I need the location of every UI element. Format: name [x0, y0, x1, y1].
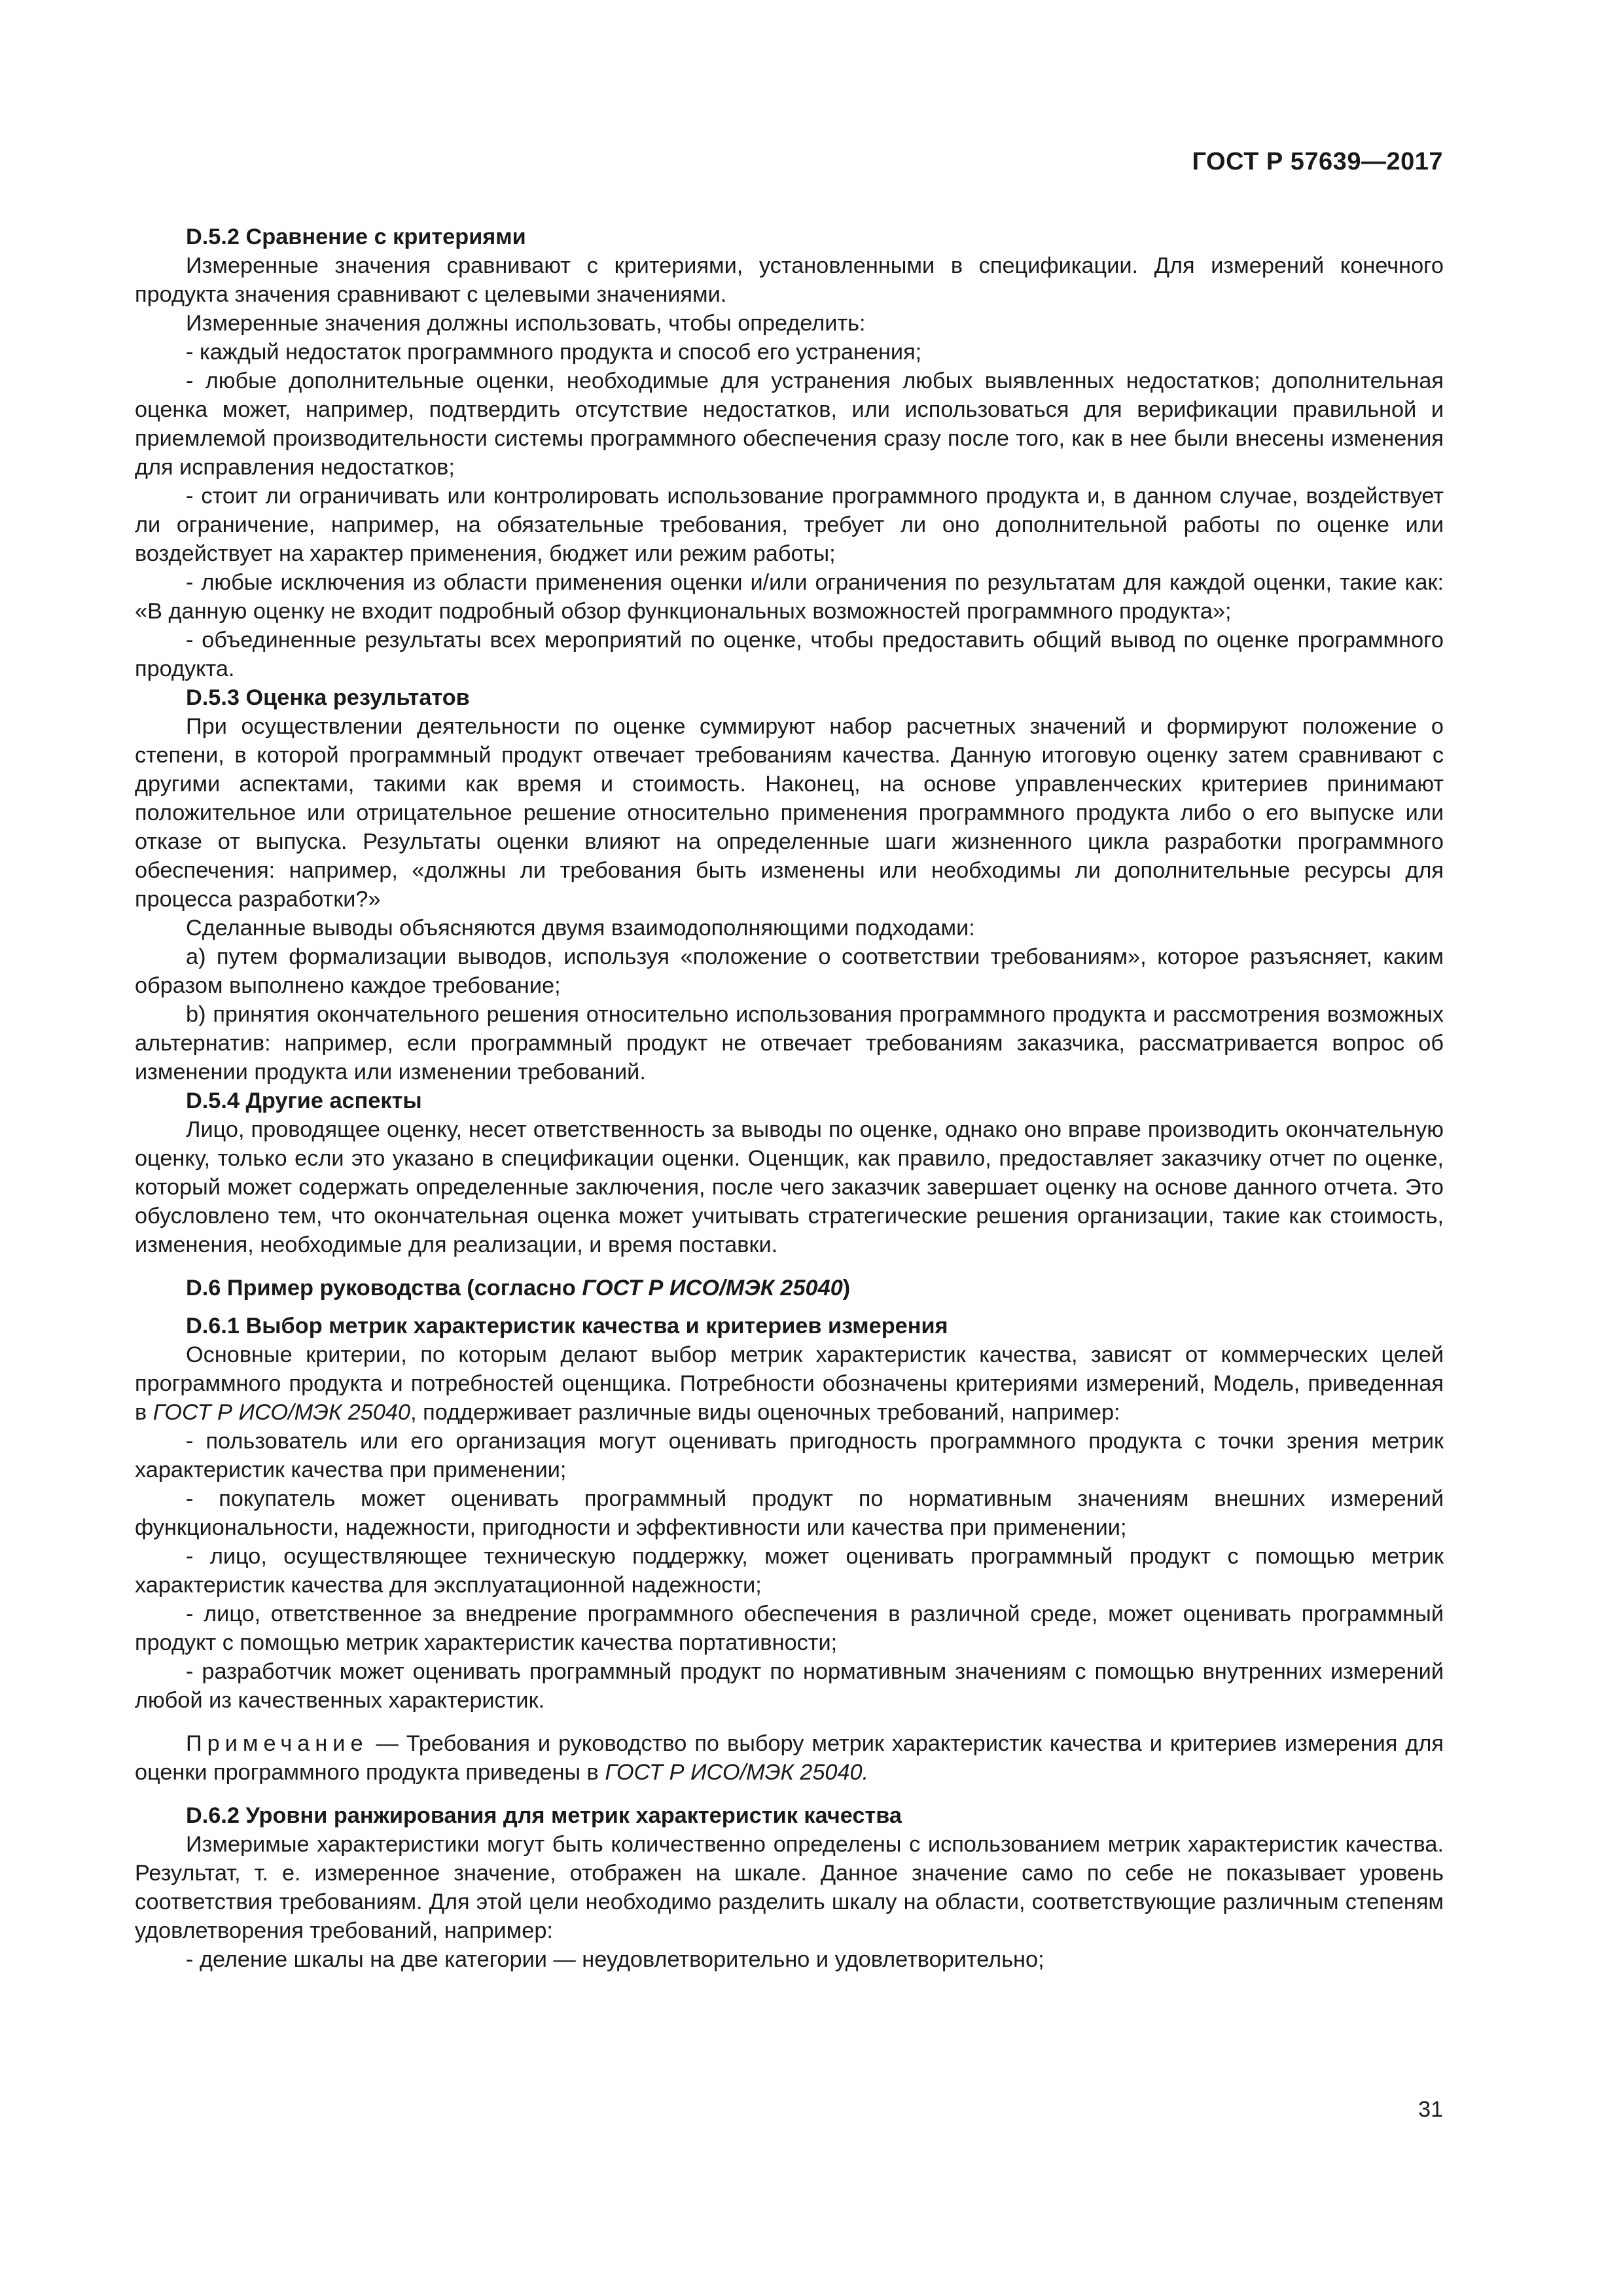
- document-code: ГОСТ Р 57639—2017: [1192, 148, 1443, 175]
- list-item: - объединенные результаты всех мероприятий по оценке, чтобы предоставить общий вывод по оценке программного продукта.: [135, 628, 1444, 681]
- paragraph-text: , поддерживает различные виды оценочных требований, например:: [410, 1400, 1120, 1425]
- paragraph: Сделанные выводы объясняются двумя взаимодополняющими подходами:: [186, 916, 975, 941]
- paragraph-text: Основные критерии, по которым делают выбор метрик характеристик качества, зависят от коммерческих целей программного продукта и потребностей оценщика. Потребности обозначены критериями измерений, Модель, приведенная в: [135, 1342, 1444, 1425]
- standard-reference: ГОСТ Р ИСО/МЭК 25040.: [605, 1760, 869, 1785]
- title-text: D.6 Пример руководства (согласно: [186, 1276, 582, 1300]
- section-title-d52: D.5.2 Сравнение с критериями: [186, 224, 526, 249]
- list-item: - лицо, ответственное за внедрение программного обеспечения в различной среде, может оценивать программный продукт с помощью метрик характеристик качества портативности;: [135, 1602, 1444, 1655]
- paragraph: При осуществлении деятельности по оценке суммируют набор расчетных значений и формируют положение о степени, в которой программный продукт отвечает требованиям качества. Данную итоговую оценку затем сравнивают с другими аспектами, такими как время и стоимость. Наконец, на основе управленческих критериев принимают положительное или отрицательное решение относительно применения программного продукта либо о его выпуске или отказе от выпуска. Результаты оценки влияют на определенные шаги жизненного цикла разработки программного обеспечения: например, «должны ли требования быть изменены или необходимы ли дополнительные ресурсы для процесса разработки?»: [135, 714, 1444, 912]
- list-item: b) принятия окончательного решения относительно использования программного продукта и рассмотрения возможных альтернатив: например, если программный продукт не отвечает требованиям заказчика, рассматривается вопрос об изменении продукта или изменении требований.: [135, 1002, 1444, 1085]
- paragraph: Измеримые характеристики могут быть количественно определены с использованием метрик характеристик качества. Результат, т. е. измеренное значение, отображен на шкале. Данное значение само по себе не показывает уровень соответствия требованиям. Для этой цели необходимо разделить шкалу на области, соответствующие различным степеням удовлетворения требований, например:: [135, 1832, 1444, 1943]
- section-title-d54: D.5.4 Другие аспекты: [186, 1088, 422, 1113]
- list-item: - стоит ли ограничивать или контролировать использование программного продукта и, в данном случае, воздействует ли ограничение, например, на обязательные требования, требует ли оно дополнительной работы по оценке или воздействует на характер применения, бюджет или режим работы;: [135, 484, 1444, 566]
- note-text: — Требования и руководство по выбору метрик характеристик качества и критериев измерения для оценки программного продукта приведены в: [135, 1731, 1444, 1785]
- paragraph: Лицо, проводящее оценку, несет ответственность за выводы по оценке, однако оно вправе производить окончательную оценку, только если это указано в спецификации оценки. Оценщик, как правило, предоставляет заказчику отчет по оценке, который может содержать определенные заключения, после чего заказчик завершает оценку на основе данного отчета. Это обусловлено тем, что окончательная оценка может учитывать стратегические решения организации, такие как стоимость, изменения, необходимые для реализации, и время поставки.: [135, 1117, 1444, 1257]
- list-item: - любые дополнительные оценки, необходимые для устранения любых выявленных недостатков; дополнительная оценка может, например, подтвердить отсутствие недостатков, или использоваться для верификации правильной и приемлемой производительности системы программного обеспечения сразу после того, как в нее были внесены изменения для исправления недостатков;: [135, 368, 1444, 480]
- list-item: - каждый недостаток программного продукта и способ его устранения;: [186, 340, 922, 365]
- standard-reference: ГОСТ Р ИСО/МЭК 25040: [582, 1276, 843, 1300]
- note: [135, 1729, 1444, 1787]
- section-title-d6: [135, 1274, 1444, 1302]
- page-content: [135, 223, 1444, 1974]
- title-text: ): [842, 1276, 851, 1300]
- paragraph: Измеренные значения должны использовать, чтобы определить:: [186, 311, 866, 336]
- paragraph: [135, 1340, 1444, 1427]
- list-item: - покупатель может оценивать программный продукт по нормативным значениям внешних измерений функциональности, надежности, пригодности и эффективности или качества при применении;: [135, 1486, 1444, 1540]
- list-item: - пользователь или его организация могут оценивать пригодность программного продукта с точки зрения метрик характеристик качества при применении;: [135, 1429, 1444, 1482]
- list-item: - разработчик может оценивать программный продукт по нормативным значениям с помощью внутренних измерений любой из качественных характеристик.: [135, 1659, 1444, 1713]
- list-item: а) путем формализации выводов, используя «положение о соответствии требованиям», которое разъясняет, каким образом выполнено каждое требование;: [135, 944, 1444, 998]
- page-number: 31: [1418, 2097, 1443, 2122]
- note-label: Примечание: [186, 1731, 368, 1756]
- list-item: - деление шкалы на две категории — неудовлетворительно и удовлетворительно;: [186, 1947, 1044, 1972]
- paragraph: Измеренные значения сравнивают с критериями, установленными в спецификации. Для измерений конечного продукта значения сравнивают с целевыми значениями.: [135, 253, 1444, 307]
- section-title-d53: D.5.3 Оценка результатов: [186, 685, 470, 710]
- list-item: - любые исключения из области применения оценки и/или ограничения по результатам для каждой оценки, такие как: «В данную оценку не входит подробный обзор функциональных возможностей программного продукта»;: [135, 570, 1444, 624]
- standard-reference: ГОСТ Р ИСО/МЭК 25040: [152, 1400, 411, 1425]
- section-title-d62: D.6.2 Уровни ранжирования для метрик характеристик качества: [186, 1803, 902, 1828]
- list-item: - лицо, осуществляющее техническую поддержку, может оценивать программный продукт с помощью метрик характеристик качества для эксплуатационной надежности;: [135, 1544, 1444, 1598]
- section-title-d61: D.6.1 Выбор метрик характеристик качества и критериев измерения: [186, 1314, 948, 1338]
